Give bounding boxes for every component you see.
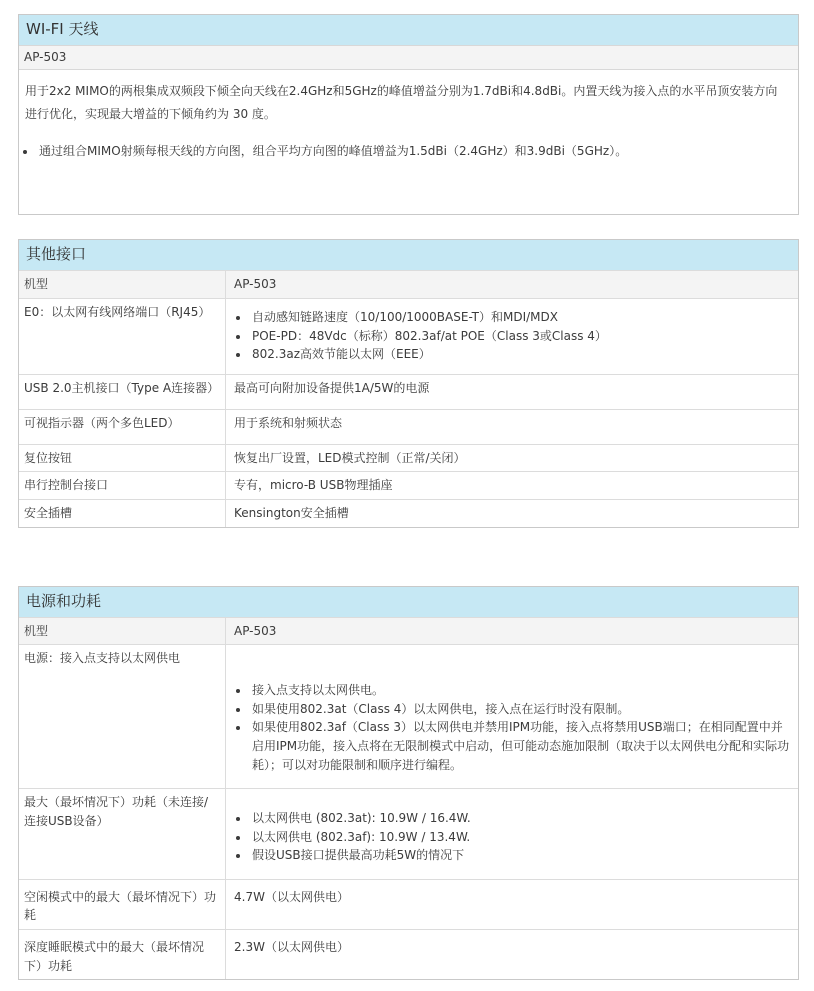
row-value-cell [226,645,799,789]
table-row-deepsleep-consumption [19,930,798,980]
column-header-model: 机型 [19,271,226,299]
row-value-cell: 恢复出厂设置，LED模式控制（正常/关闭） [226,444,799,472]
table-row-idle-consumption [19,879,798,929]
bullet-item: • 如果使用802.3at（Class 4）以太网供电，接入点在运行时没有限制。 [250,700,790,719]
table-row-max-consumption [19,789,798,880]
antenna-body [19,70,798,214]
column-header-ap503: AP-503 [226,617,799,645]
bullet-item: • 如果使用802.3af（Class 3）以太网供电并禁用IPM功能，接入点将禁用USB端口；在相同配置中并启用IPM功能，接入点将在无限制模式中启动，但可能动态施加限制（取决于以太网供电分配和实际功耗）；可以对功能限制和顺序进行编程。 [250,718,790,774]
row-label-cell: USB 2.0主机接口（Type A连接器） [19,374,226,409]
row-value-cell: 2.3W（以太网供电） [226,930,799,980]
table-row-security-slot [19,499,798,526]
bullet-item: • 802.3az高效节能以太网（EEE） [250,345,790,364]
table-row-serial-console [19,472,798,500]
table-header-row [19,617,798,645]
row-label-cell: E0：以太网有线网络端口（RJ45） [19,298,226,374]
column-header-model: 机型 [19,617,226,645]
bullet-item: • 以太网供电 (802.3af): 10.9W / 13.4W. [250,828,790,847]
power-consumption-table [19,617,798,980]
row-label-cell: 深度睡眠模式中的最大（最坏情况下）功耗 [19,930,226,980]
row-label-cell: 可视指示器（两个多色LED） [19,409,226,444]
row-label-cell: 空闲模式中的最大（最坏情况下）功耗 [19,879,226,929]
row-value-cell: 用于系统和射频状态 [226,409,799,444]
row-value-cell: Kensington安全插槽 [226,499,799,526]
bullet-item: • 以太网供电 (802.3at): 10.9W / 16.4W. [250,809,790,828]
row-value-cell [226,298,799,374]
bullet-item: • 假设USB接口提供最高功耗5W的情况下 [250,846,790,865]
table-row-visual-indicators [19,409,798,444]
column-header-ap503: AP-503 [226,271,799,299]
section-title-other-interfaces: 其他接口 [19,240,798,270]
model-label-strip: AP-503 [19,45,798,70]
bullet-item: • 接入点支持以太网供电。 [250,681,790,700]
table-row-power-source [19,645,798,789]
row-value-cell: 最高可向附加设备提供1A/5W的电源 [226,374,799,409]
bullet-item: • POE-PD：48Vdc（标称）802.3af/at POE（Class 3或Class 4） [250,327,790,346]
table-header-row [19,271,798,299]
section-title-wifi-antenna: WI-FI 天线 [19,15,798,45]
row-value-cell: 专有，micro-B USB物理插座 [226,472,799,500]
row-value-cell [226,789,799,880]
row-value-cell: 4.7W（以太网供电） [226,879,799,929]
section-other-interfaces [18,239,799,527]
row-label-cell: 安全插槽 [19,499,226,526]
table-row-e0-port [19,298,798,374]
bullet-list [234,681,790,774]
section-title-power-consumption: 电源和功耗 [19,587,798,617]
bullet-list [234,809,790,865]
row-label-cell: 串行控制台接口 [19,472,226,500]
bullet-item: • 通过组合MIMO射频每根天线的方向图，组合平均方向图的峰值增益为1.5dBi（2.4GHz）和3.9dBi（5GHz）。 [37,140,786,163]
section-power-consumption [18,586,799,981]
bullet-list [234,308,790,364]
table-row-usb-host [19,374,798,409]
row-label-cell: 电源：接入点支持以太网供电 [19,645,226,789]
antenna-bullet-list [25,140,786,163]
section-wifi-antenna [18,14,799,215]
table-row-reset-button [19,444,798,472]
antenna-description: 用于2x2 MIMO的两根集成双频段下倾全向天线在2.4GHz和5GHz的峰值增益分别为1.7dBi和4.8dBi。内置天线为接入点的水平吊顶安装方向进行优化，实现最大增益的下倾角约为 30 度。 [25,84,778,121]
other-interfaces-table [19,270,798,526]
row-label-cell: 复位按钮 [19,444,226,472]
row-label-cell: 最大（最坏情况下）功耗（未连接/连接USB设备） [19,789,226,880]
bullet-item: • 自动感知链路速度（10/100/1000BASE-T）和MDI/MDX [250,308,790,327]
